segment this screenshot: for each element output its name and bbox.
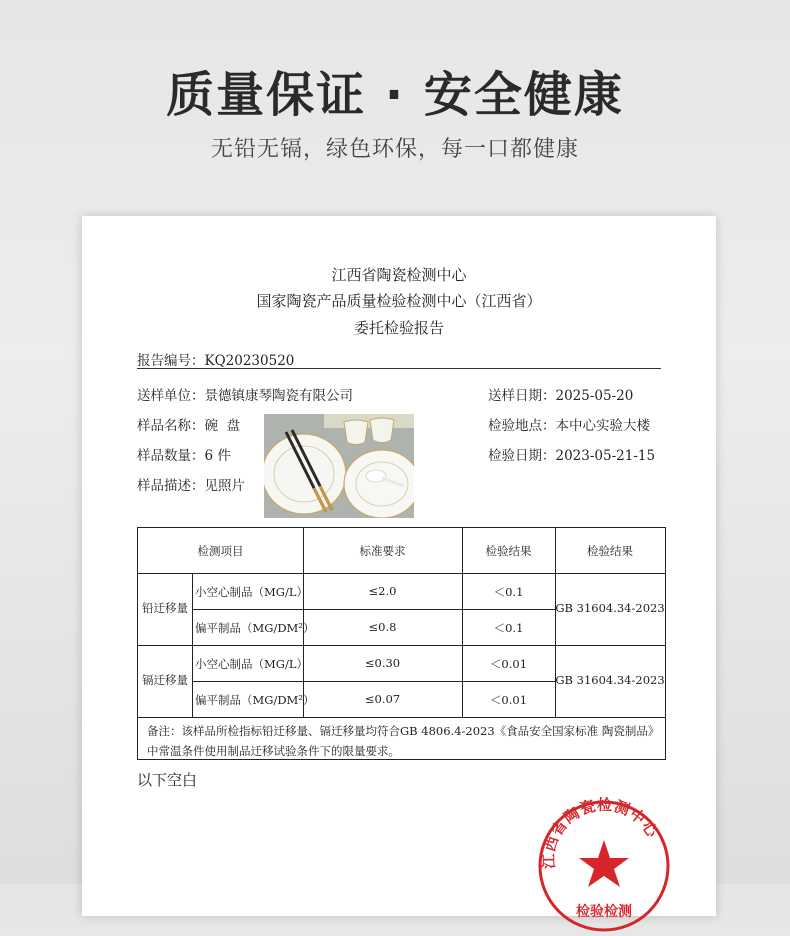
blank-below-text: 以下空白: [137, 771, 198, 789]
star-icon: [579, 840, 629, 887]
field-label: 送样单位：: [137, 388, 205, 404]
field-test-date: [488, 444, 655, 464]
field-label: 样品描述：: [137, 478, 205, 494]
org-name-line1: 江西省陶瓷检测中心: [331, 266, 467, 284]
report-number-value: KQ20230520: [204, 353, 295, 369]
table-cell-requirement: ≤0.30: [364, 656, 401, 670]
field-value: 见照片: [204, 478, 245, 494]
field-label: 样品名称：: [137, 418, 205, 434]
official-seal-stamp: [534, 796, 674, 936]
results-table: [137, 527, 666, 760]
table-cell-result: ＜0.01: [489, 657, 528, 671]
table-cell-item: 偏平制品（MG/DM²）: [195, 621, 315, 635]
table-header: 检验结果: [587, 544, 633, 558]
field-label: 检验地点：: [488, 418, 556, 434]
table-cell-standard: GB 31604.34-2023: [555, 673, 665, 687]
seal-text-top: 江西省陶瓷检测中心: [539, 796, 662, 869]
table-header: 标准要求: [359, 544, 406, 558]
table-divider: [138, 645, 665, 646]
report-number-label: 报告编号：: [137, 353, 205, 369]
table-note: 备注：该样品所检指标铅迁移量、镉迁移量均符合GB 4806.4-2023《食品安全国家标准 陶瓷制品》中常温条件使用制品迁移试验条件下的限量要求。: [147, 724, 654, 758]
table-header: 检验结果: [485, 544, 532, 558]
divider: [137, 368, 661, 369]
sample-photo: [264, 414, 414, 518]
test-report-document: [82, 216, 716, 920]
table-cell-item: 小空心制品（MG/L）: [195, 657, 308, 671]
field-label: 送样日期：: [488, 388, 556, 404]
report-title: 委托检验报告: [353, 319, 444, 337]
report-number: [137, 349, 294, 369]
banner-subtitle: 无铅无镉，绿色环保，每一口都健康: [210, 137, 579, 162]
field-value: 本中心实验大楼: [555, 418, 650, 434]
field-send-date: [488, 384, 633, 404]
org-name-line2: 国家陶瓷产品质量检验检测中心（江西省）: [256, 292, 542, 310]
table-divider: [138, 717, 665, 718]
group-name: 镉迁移量: [142, 673, 188, 687]
field-label: 样品数量：: [137, 448, 205, 464]
field-label: 检验日期：: [488, 448, 556, 464]
table-cell-result: ＜0.1: [493, 621, 524, 635]
seal-text-bottom: 检验检测: [576, 904, 632, 920]
table-cell-item: 偏平制品（MG/DM²）: [195, 693, 315, 707]
field-location: [488, 414, 650, 434]
field-sender: [137, 384, 353, 404]
table-divider: [138, 573, 665, 574]
field-sample-name: [137, 414, 240, 434]
table-divider: [192, 681, 555, 682]
table-cell-result: ＜0.1: [493, 585, 524, 599]
table-cell-result: ＜0.01: [489, 693, 528, 707]
group-name: 铅迁移量: [142, 601, 188, 615]
field-value: 2023-05-21-15: [555, 448, 656, 464]
field-value: 碗 盘: [204, 418, 241, 434]
table-cell-requirement: ≤0.07: [364, 692, 401, 706]
table-divider: [192, 609, 555, 610]
table-cell-requirement: ≤2.0: [368, 584, 397, 598]
table-header: 检测项目: [197, 544, 244, 558]
table-cell-standard: GB 31604.34-2023: [555, 601, 665, 615]
field-value: 6 件: [204, 448, 231, 464]
field-value: 景德镇康琴陶瓷有限公司: [204, 388, 353, 404]
field-value: 2025-05-20: [555, 388, 634, 404]
field-description: [137, 474, 245, 494]
table-cell-item: 小空心制品（MG/L）: [195, 585, 308, 599]
field-quantity: [137, 444, 231, 464]
table-cell-requirement: ≤0.8: [368, 620, 397, 634]
banner-title: 质量保证 · 安全健康: [166, 67, 624, 123]
